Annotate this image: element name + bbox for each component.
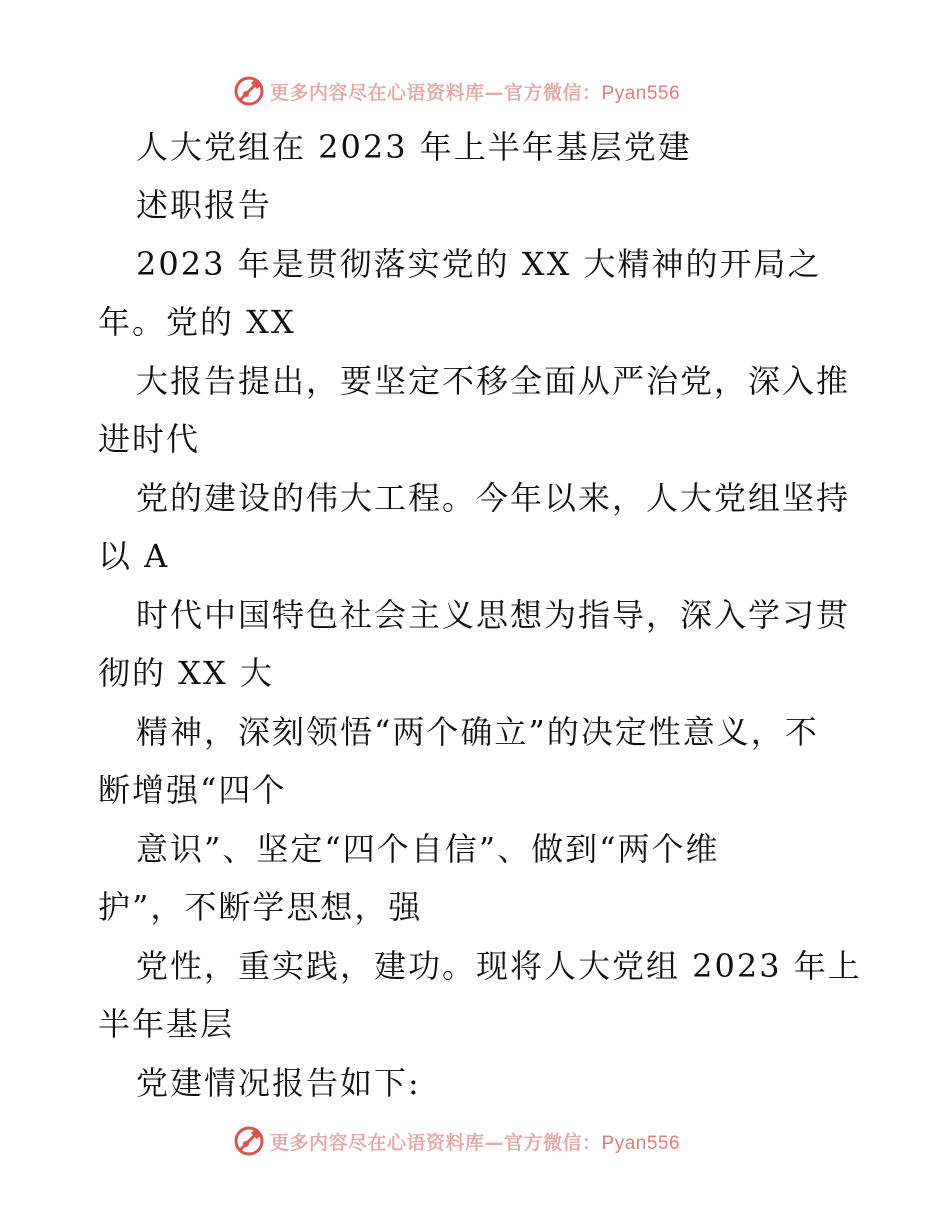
paragraph-line: 年。党的 XX <box>98 303 296 341</box>
pen-logo-icon <box>232 1124 266 1158</box>
title-line-1: 人大党组在 2023 年上半年基层党建 <box>136 128 692 166</box>
paragraph-line: 意识”、坚定“四个自信”、做到“两个维 <box>136 830 720 868</box>
paragraph-line: 断增强“四个 <box>98 771 287 809</box>
header-watermark <box>232 71 680 111</box>
paragraph-line: 党建情况报告如下: <box>136 1064 421 1102</box>
watermark-text <box>270 78 680 105</box>
paragraph-line: 精神，深刻领悟“两个确立”的决定性意义，不 <box>136 713 819 751</box>
watermark-wechat-id: Pyan556 <box>601 82 681 104</box>
paragraph-line: 大报告提出，要坚定不移全面从严治党，深入推 <box>136 362 851 400</box>
paragraph-line: 党的建设的伟大工程。今年以来，人大党组坚持 <box>136 479 851 517</box>
paragraph-line: 彻的 XX 大 <box>98 654 274 692</box>
watermark-main: 更多内容尽在心语资料库—官方微信： <box>270 1131 602 1154</box>
paragraph-line: 进时代 <box>98 420 201 458</box>
paragraph-line: 以 A <box>98 537 170 575</box>
watermark-main: 更多内容尽在心语资料库—官方微信： <box>270 81 602 104</box>
paragraph-line: 党性，重实践，建功。现将人大党组 2023 年上 <box>136 947 862 985</box>
paragraph-line: 半年基层 <box>98 1005 235 1043</box>
watermark-text <box>270 1128 680 1155</box>
paragraph-line: 时代中国特色社会主义思想为指导，深入学习贯 <box>136 596 851 634</box>
paragraph-line: 护”，不断学思想，强 <box>98 888 423 926</box>
title-line-2: 述职报告 <box>136 186 273 224</box>
pen-logo-icon <box>232 74 266 108</box>
footer-watermark <box>232 1121 680 1161</box>
watermark-wechat-id: Pyan556 <box>601 1132 681 1154</box>
paragraph-line: 2023 年是贯彻落实党的 XX 大精神的开局之 <box>136 245 822 283</box>
